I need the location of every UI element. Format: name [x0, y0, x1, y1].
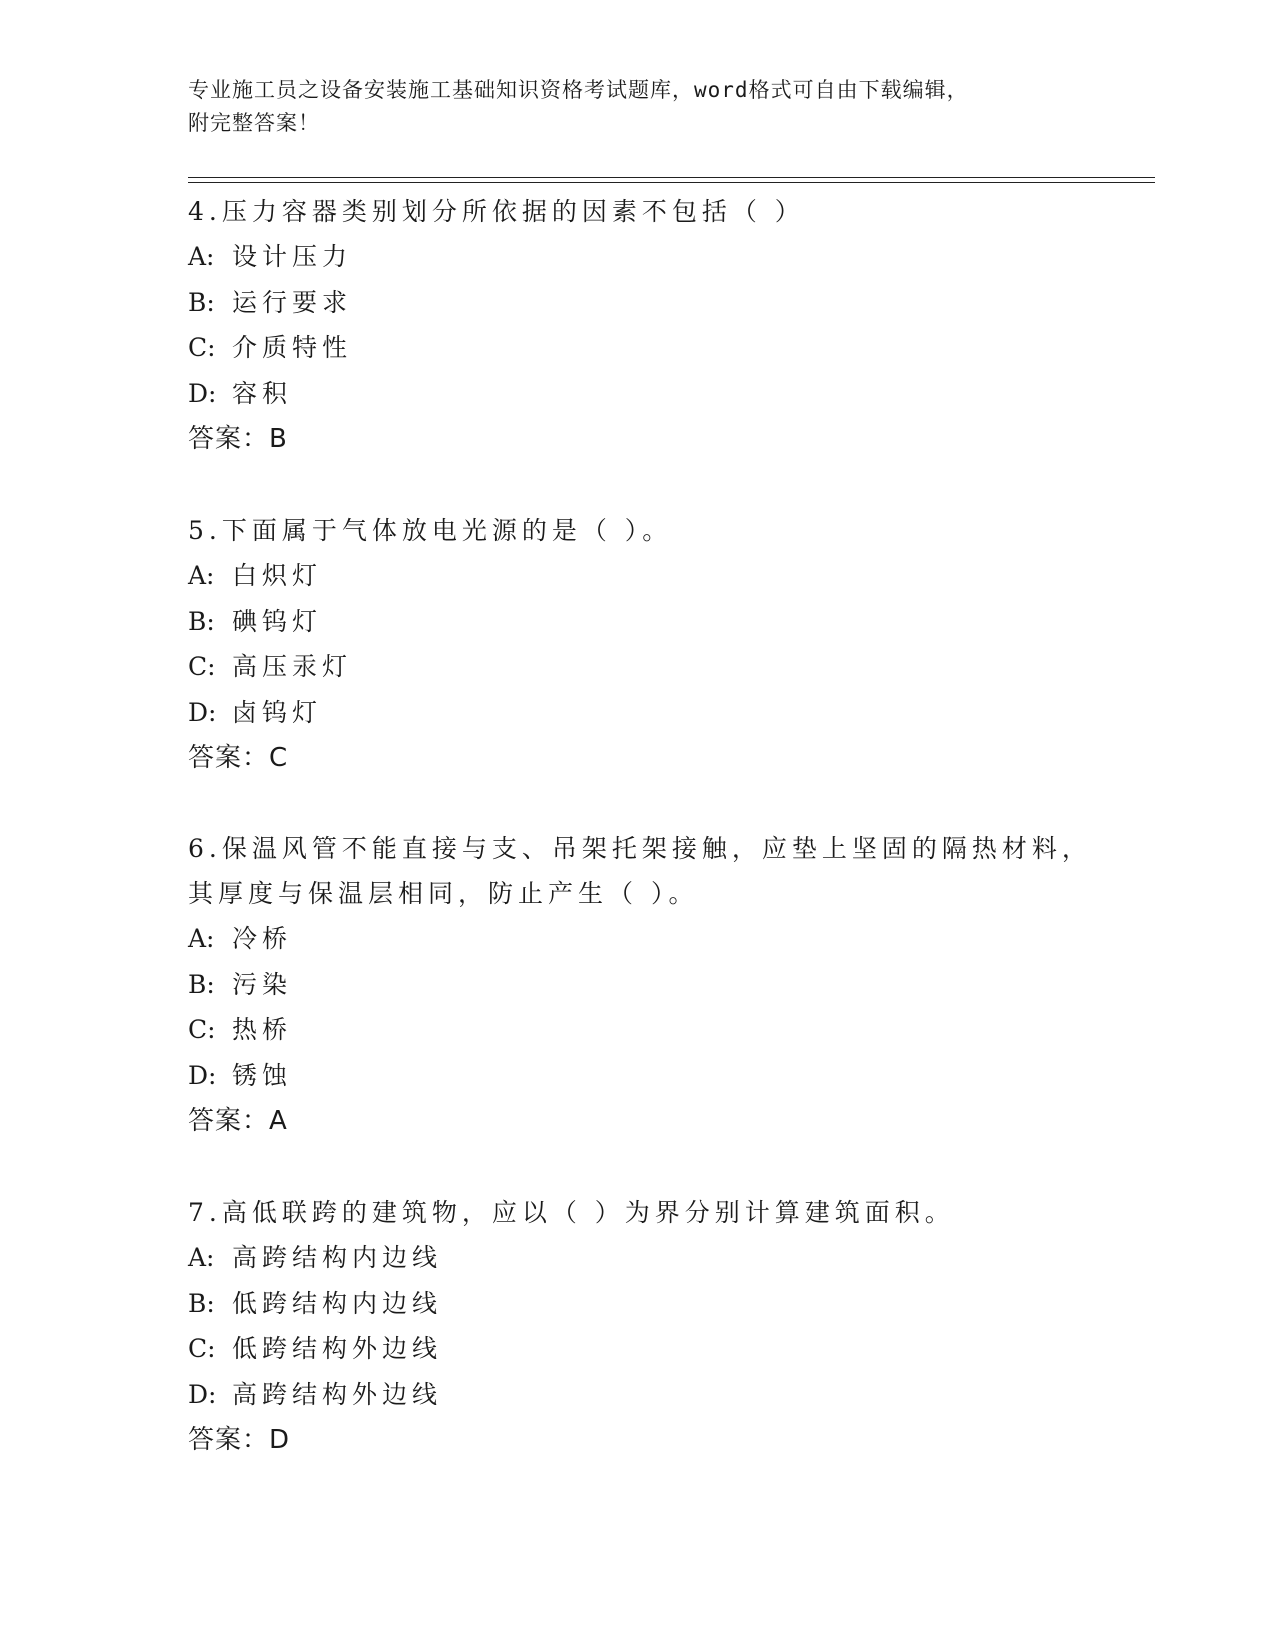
option-text: 污染	[232, 969, 293, 999]
question-6	[188, 826, 1108, 1144]
option-letter: A:	[188, 242, 215, 271]
option-letter: B:	[188, 1288, 215, 1318]
option-c	[188, 644, 1108, 690]
option-text: 容积	[232, 378, 293, 408]
option-letter: A:	[188, 1243, 215, 1272]
option-letter: D:	[188, 378, 217, 408]
option-letter: C:	[188, 652, 216, 681]
question-stem: 5.下面属于气体放电光源的是（ ）。	[188, 516, 673, 545]
option-text: 高跨结构内边线	[232, 1243, 443, 1272]
option-c	[188, 1326, 1108, 1372]
option-letter: B:	[188, 606, 215, 636]
question-5	[188, 508, 1108, 781]
option-a	[188, 1235, 1108, 1281]
option-a	[188, 916, 1108, 962]
option-text: 设计压力	[232, 242, 353, 271]
option-text: 高跨结构外边线	[232, 1379, 443, 1409]
question-stem: 6.保温风管不能直接与支、吊架托架接触，应垫上坚固的隔热材料，其厚度与保温层相同，防止产生（ ）。	[188, 834, 1092, 908]
option-letter: D:	[188, 697, 217, 727]
option-text: 冷桥	[232, 924, 293, 953]
option-d	[188, 371, 1108, 417]
option-d	[188, 1053, 1108, 1099]
option-b	[188, 1281, 1108, 1327]
option-a	[188, 234, 1108, 280]
option-letter: D:	[188, 1060, 217, 1090]
option-letter: D:	[188, 1379, 217, 1409]
option-text: 低跨结构外边线	[232, 1334, 443, 1363]
option-c	[188, 1007, 1108, 1053]
option-a	[188, 553, 1108, 599]
option-b	[188, 962, 1108, 1008]
option-letter: B:	[188, 287, 215, 317]
option-letter: C:	[188, 1334, 216, 1363]
option-b	[188, 599, 1108, 645]
question-4	[188, 189, 1108, 462]
option-letter: A:	[188, 924, 215, 953]
option-letter: C:	[188, 1015, 216, 1044]
option-letter: C:	[188, 333, 216, 362]
option-text: 热桥	[232, 1015, 293, 1044]
option-text: 低跨结构内边线	[232, 1288, 443, 1318]
header-line-1: 专业施工员之设备安装施工基础知识资格考试题库，word格式可自由下载编辑，	[188, 78, 969, 102]
answer-line: 答案：D	[188, 1425, 291, 1455]
answer-line: 答案：B	[188, 424, 288, 454]
document-header	[188, 74, 1088, 140]
option-c	[188, 325, 1108, 371]
question-stem: 4.压力容器类别划分所依据的因素不包括（ ）	[188, 197, 805, 226]
option-text: 介质特性	[232, 333, 353, 362]
option-d	[188, 1372, 1108, 1418]
option-text: 卤钨灯	[232, 697, 323, 727]
header-divider-top	[188, 177, 1155, 178]
header-line-2: 附完整答案！	[188, 111, 320, 135]
option-text: 碘钨灯	[232, 606, 323, 636]
question-stem: 7.高低联跨的建筑物，应以（ ）为界分别计算建筑面积。	[188, 1198, 955, 1227]
option-text: 锈蚀	[232, 1060, 293, 1090]
option-text: 运行要求	[232, 287, 353, 317]
header-divider-bottom	[188, 182, 1155, 183]
option-b	[188, 280, 1108, 326]
option-letter: A:	[188, 561, 215, 590]
option-text: 白炽灯	[232, 561, 323, 590]
option-text: 高压汞灯	[232, 652, 353, 681]
answer-line: 答案：C	[188, 743, 289, 773]
question-7	[188, 1190, 1108, 1463]
option-d	[188, 690, 1108, 736]
option-letter: B:	[188, 969, 215, 999]
answer-line: 答案：A	[188, 1106, 288, 1136]
